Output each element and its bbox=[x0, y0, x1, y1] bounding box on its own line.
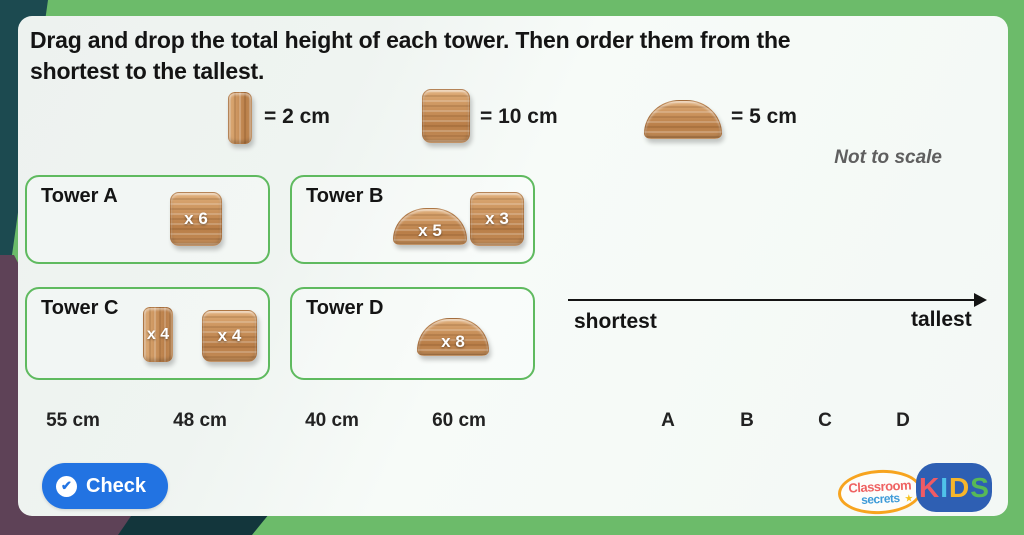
order-arrow-line bbox=[568, 299, 976, 301]
slot-letter-b[interactable]: B bbox=[740, 410, 754, 431]
classroom-secrets-logo-line2: secrets bbox=[860, 490, 900, 507]
block-multiplier: x 5 bbox=[418, 221, 442, 240]
slot-letter-c[interactable]: C bbox=[818, 410, 832, 431]
block-multiplier: x 4 bbox=[217, 326, 242, 345]
activity-card bbox=[18, 16, 1008, 516]
order-arrow-head-icon bbox=[974, 293, 987, 307]
tower-c-box[interactable] bbox=[25, 287, 270, 380]
not-to-scale-note: Not to scale bbox=[834, 147, 942, 168]
kids-logo bbox=[916, 463, 992, 512]
legend-label-square: = 10 cm bbox=[480, 105, 558, 128]
tower-b-box[interactable] bbox=[290, 175, 535, 264]
star-icon: ★ bbox=[904, 493, 914, 505]
tower-a-box[interactable] bbox=[25, 175, 270, 264]
slot-letter-a[interactable]: A bbox=[661, 410, 675, 431]
tallest-label: tallest bbox=[911, 308, 972, 331]
block-multiplier: x 3 bbox=[485, 209, 509, 228]
answer-chip-55cm[interactable]: 55 cm bbox=[46, 410, 100, 431]
block-multiplier: x 8 bbox=[441, 331, 465, 351]
block-multiplier: x 6 bbox=[184, 209, 208, 228]
dome-block-icon bbox=[393, 208, 467, 245]
page-title: Drag and drop the total height of each tower. Then order them from the shortest to the tallest. bbox=[30, 27, 791, 84]
tower-b-label: Tower B bbox=[306, 185, 384, 207]
kids-logo-letter: D bbox=[949, 471, 970, 503]
square-block-icon bbox=[422, 89, 470, 143]
dome-block-icon bbox=[417, 318, 489, 356]
kids-logo-letter: I bbox=[940, 471, 949, 503]
answer-chip-40cm[interactable]: 40 cm bbox=[305, 410, 359, 431]
small-rectangle-block-icon bbox=[228, 92, 252, 144]
square-block-icon bbox=[202, 310, 257, 362]
legend-label-dome: = 5 cm bbox=[731, 105, 797, 128]
check-circle-icon: ✔ bbox=[56, 476, 77, 497]
tower-a-label: Tower A bbox=[41, 185, 118, 207]
small-rectangle-block-icon bbox=[143, 307, 173, 362]
square-block-icon bbox=[170, 192, 222, 246]
check-button[interactable] bbox=[42, 463, 168, 509]
slot-letter-d[interactable]: D bbox=[896, 410, 910, 431]
legend-label-small-rectangle: = 2 cm bbox=[264, 105, 330, 128]
square-block-icon bbox=[470, 192, 524, 246]
kids-logo-letter: S bbox=[970, 471, 989, 503]
block-multiplier: x 4 bbox=[146, 325, 170, 343]
tower-c-label: Tower C bbox=[41, 297, 119, 319]
tower-d-box[interactable] bbox=[290, 287, 535, 380]
answer-chip-48cm[interactable]: 48 cm bbox=[173, 410, 227, 431]
classroom-secrets-logo-line1: Classroom bbox=[847, 476, 912, 496]
dome-block-icon bbox=[644, 100, 722, 139]
check-button-label: Check bbox=[86, 474, 147, 497]
classroom-secrets-logo bbox=[837, 468, 923, 516]
kids-logo-letter: K bbox=[919, 471, 940, 503]
shortest-label: shortest bbox=[574, 310, 657, 333]
tower-d-label: Tower D bbox=[306, 297, 384, 319]
answer-chip-60cm[interactable]: 60 cm bbox=[432, 410, 486, 431]
